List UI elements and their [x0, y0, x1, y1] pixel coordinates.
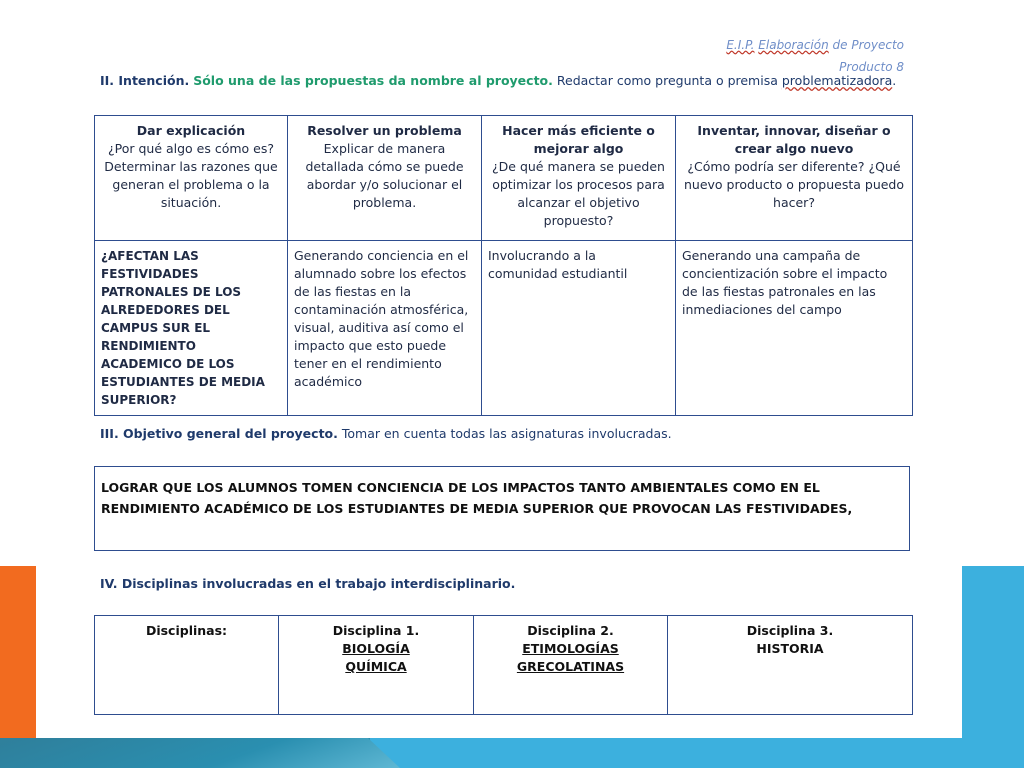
intention-heading: II. Intención. Sólo una de las propuestas da nombre al proyecto. Redactar como pregunta o premisa problematizadora.: [100, 73, 897, 88]
header-line-1: E.I.P. Elaboración de Proyecto: [726, 38, 904, 52]
discipline-3-cell: Disciplina 3. HISTORIA: [668, 616, 913, 715]
table-row: [95, 116, 913, 241]
discipline-2-cell: Disciplina 2. ETIMOLOGÍAS GRECOLATINAS: [474, 616, 668, 715]
intention-answer-explain: ¿AFECTAN LAS FESTIVIDADES PATRONALES DE LOS ALREDEDORES DEL CAMPUS SUR EL RENDIMIENTO ACADEMICO DE LOS ESTUDIANTES DE MEDIA SUPERIOR?: [95, 241, 288, 416]
intention-option-solve: Resolver un problema Explicar de manera detallada cómo se puede abordar y/o solucionar el problema.: [288, 116, 482, 241]
table-row: [95, 616, 913, 715]
discipline-1-cell: Disciplina 1. BIOLOGÍA QUÍMICA: [279, 616, 474, 715]
objective-heading: III. Objetivo general del proyecto. Tomar en cuenta todas las asignaturas involucradas.: [100, 426, 672, 441]
disciplines-label-cell: Disciplinas:: [95, 616, 279, 715]
intention-answer-innovate: Generando una campaña de concientización sobre el impacto de las fiestas patronales en las inmediaciones del campo: [676, 241, 913, 416]
disciplines-heading: IV. Disciplinas involucradas en el trabajo interdisciplinario.: [100, 576, 516, 591]
objective-text: LOGRAR QUE LOS ALUMNOS TOMEN CONCIENCIA DE LOS IMPACTOS TANTO AMBIENTALES COMO EN EL RENDIMIENTO ACADÉMICO DE LOS ESTUDIANTES DE MEDIA SUPERIOR QUE PROVOCAN LAS FESTIVIDADES,: [94, 466, 910, 551]
page-header: [726, 34, 904, 78]
intention-answer-solve: Generando conciencia en el alumnado sobre los efectos de las fiestas en la contaminación atmosférica, visual, auditiva así como el impacto que esto puede tener en el rendimiento académico: [288, 241, 482, 416]
bottom-band-wedge: [0, 738, 400, 768]
bottom-band-light: [370, 738, 1024, 768]
table-row: [95, 241, 913, 416]
intention-answer-improve: Involucrando a la comunidad estudiantil: [482, 241, 676, 416]
header-line-2: Producto 8: [839, 60, 904, 74]
intention-option-innovate: Inventar, innovar, diseñar o crear algo nuevo ¿Cómo podría ser diferente? ¿Qué nuevo producto o propuesta puedo hacer?: [676, 116, 913, 241]
intention-table: [94, 115, 913, 416]
intention-option-improve: Hacer más eficiente o mejorar algo ¿De qué manera se pueden optimizar los procesos para alcanzar el objetivo propuesto?: [482, 116, 676, 241]
disciplines-table: [94, 615, 913, 715]
intention-option-explain: Dar explicación ¿Por qué algo es cómo es? Determinar las razones que generan el problema o la situación.: [95, 116, 288, 241]
